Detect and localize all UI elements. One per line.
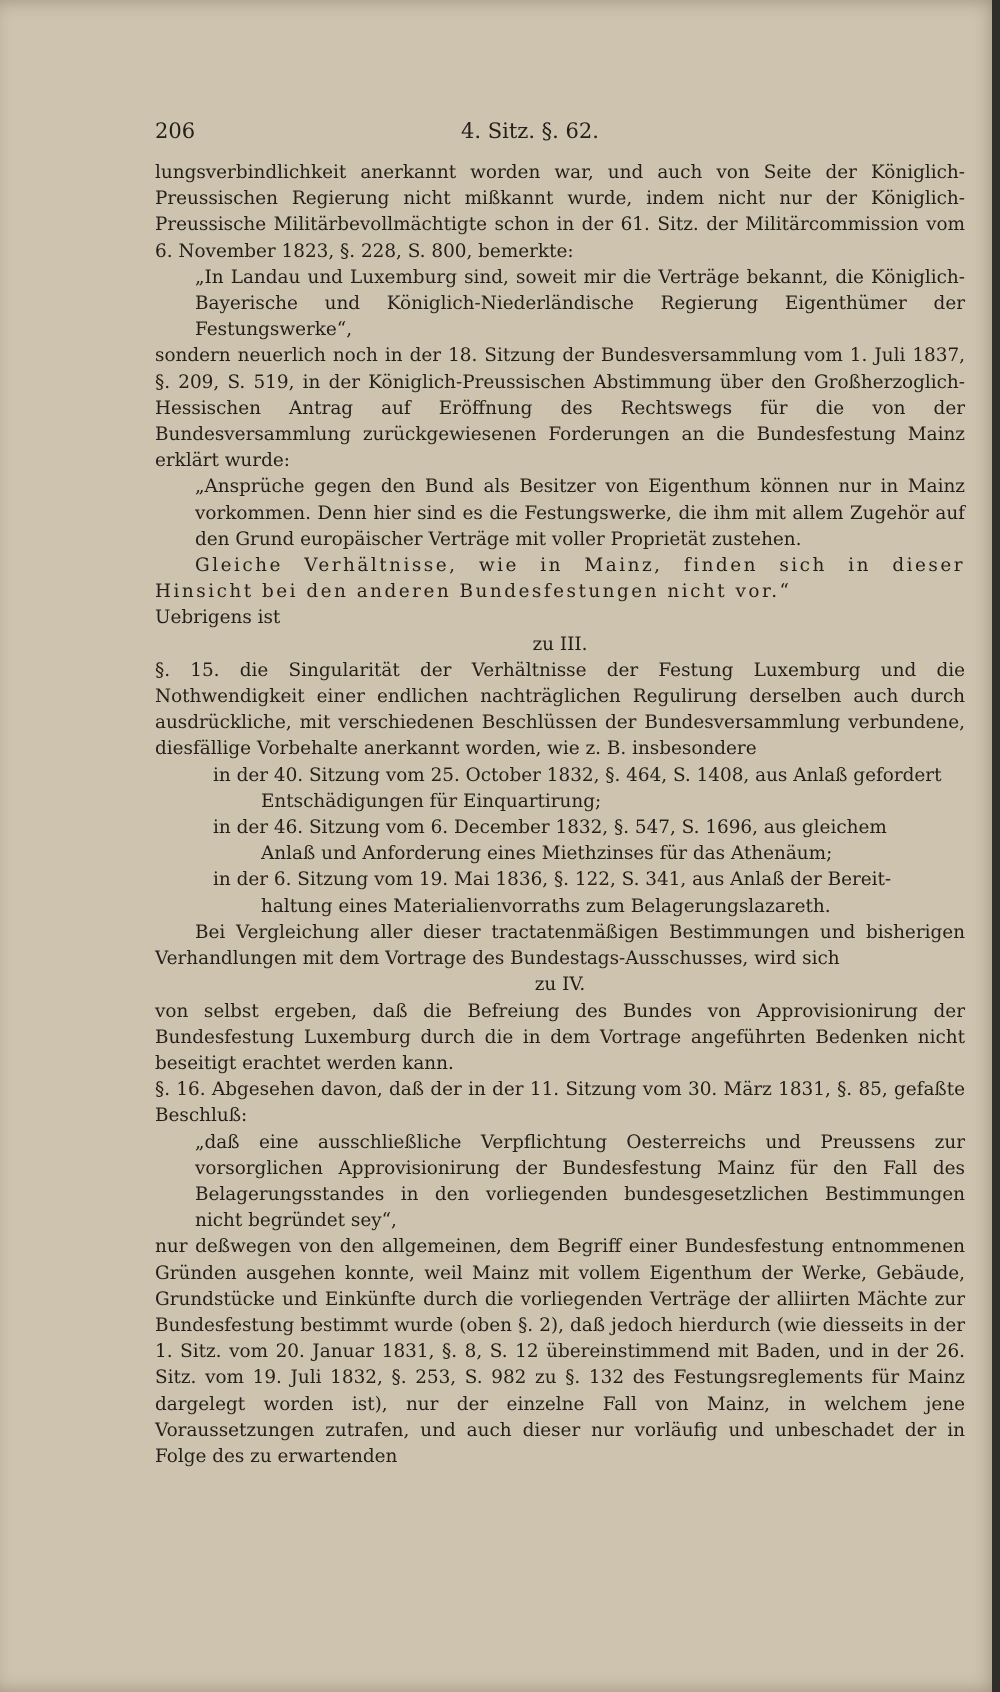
list-item: in der 40. Sitzung vom 25. October 1832, §. 464, S. 1408, aus Anlaß gefordert Entschädigungen für Einquartirung; — [213, 764, 942, 812]
paragraph: von selbst ergeben, daß die Befreiung des Bundes von Approvisionirung der Bundesfestung Luxemburg durch die in dem Vortrage angeführten Bedenken nicht beseitigt erachtet werden kann. — [155, 1000, 965, 1074]
list-item: in der 6. Sitzung vom 19. Mai 1836, §. 122, S. 341, aus Anlaß der Bereit- haltung eines Materialienvorraths zum Belagerungslazareth. — [213, 869, 892, 917]
quotation: Gleiche Verhältnisse, wie in Mainz, finden sich in dieser Hinsicht bei den anderen Bundesfestungen nicht vor.“ — [155, 555, 965, 603]
section-heading: zu IV. — [534, 974, 586, 996]
page-edge-shadow — [992, 0, 1000, 1692]
running-header — [155, 118, 965, 160]
paragraph: Uebrigens ist — [155, 607, 281, 629]
reference-list — [155, 763, 965, 920]
paragraph: §. 15. die Singularität der Verhältnisse der Festung Luxemburg und die Nothwendigkeit einer endlichen nachträglichen Regulirung derselben auch durch ausdrückliche, mit verschiedenen Beschlüssen der Bundesversammlung verbundene, diesfällige Vorbehalte anerkannt worden, wie z. B. insbesondere — [155, 659, 965, 760]
paragraph: Bei Vergleichung aller dieser tractatenmäßigen Bestimmungen und bisherigen Verhandlungen mit dem Vortrage des Bundestags-Ausschusses, wird sich — [155, 921, 965, 970]
list-item: in der 46. Sitzung vom 6. December 1832, §. 547, S. 1696, aus gleichem Anlaß und Anforderung eines Miethzinses für das Athenäum; — [213, 817, 887, 865]
paragraph: nur deßwegen von den allgemeinen, dem Begriff einer Bundesfestung entnommenen Gründen ausgehen konnte, weil Mainz mit vollem Eigenthum der Werke, Gebäude, Grundstücke und Einkünfte durch die vorliegenden Verträge der alliirten Mächte zur Bundesfestung bestimmt wurde (oben §. 2), daß jedoch hierdurch (wie diesseits in der 1. Sitz. vom 20. Januar 1831, §. 8, S. 12 übereinstimmend mit Baden, und in der 26. Sitz. vom 19. Juli 1832, §. 253, S. 982 zu §. 132 des Festungsreglements für Mainz dargelegt worden ist), nur der einzelne Fall von Mainz, in welchem jene Voraussetzungen zutrafen, und auch dieser nur vorläufig und unbeschadet der in Folge des zu erwartenden — [155, 1236, 965, 1467]
section-heading: zu III. — [532, 633, 588, 655]
paragraph: §. 16. Abgesehen davon, daß der in der 11. Sitzung vom 30. März 1831, §. 85, gefaßte Beschluß: — [155, 1079, 965, 1127]
page-number: 206 — [155, 119, 196, 143]
paragraph: lungsverbindlichkeit anerkannt worden war, und auch von Seite der Königlich-Preussischen Regierung nicht mißkannt wurde, indem nicht nur der Königlich-Preussische Militärbevollmächtigte schon in der 61. Sitz. der Militärcommission vom 6. November 1823, §. 228, S. 800, bemerkte: — [155, 162, 965, 262]
paragraph: sondern neuerlich noch in der 18. Sitzung der Bundesversammlung vom 1. Juli 1837, §. 209, S. 519, in der Königlich-Preussischen Abstimmung über den Großherzoglich-Hessischen Antrag auf Eröffnung des Rechtswegs für die von der Bundesversammlung zurückgewiesenen Forderungen an die Bundesfestung Mainz erklärt wurde: — [155, 345, 965, 472]
quotation: „daß eine ausschließliche Verpflichtung Oesterreichs und Preussens zur vorsorglichen Approvisionirung der Bundesfestung Mainz für den Fall des Belagerungsstandes in den vorliegenden bundesgesetzlichen Bestimmungen nicht begründet sey“, — [195, 1131, 965, 1232]
page-content — [155, 118, 965, 1470]
header-title: 4. Sitz. §. 62. — [461, 119, 599, 143]
quotation: „In Landau und Luxemburg sind, soweit mir die Verträge bekannt, die Königlich-Bayerische und Königlich-Niederländische Regierung Eigenthümer der Festungswerke“, — [195, 266, 965, 341]
quotation: „Ansprüche gegen den Bund als Besitzer von Eigenthum können nur in Mainz vorkommen. Denn hier sind es die Festungswerke, die ihm mit allem Zugehör auf den Grund europäischer Verträge mit voller Proprietät zustehen. — [195, 476, 965, 550]
